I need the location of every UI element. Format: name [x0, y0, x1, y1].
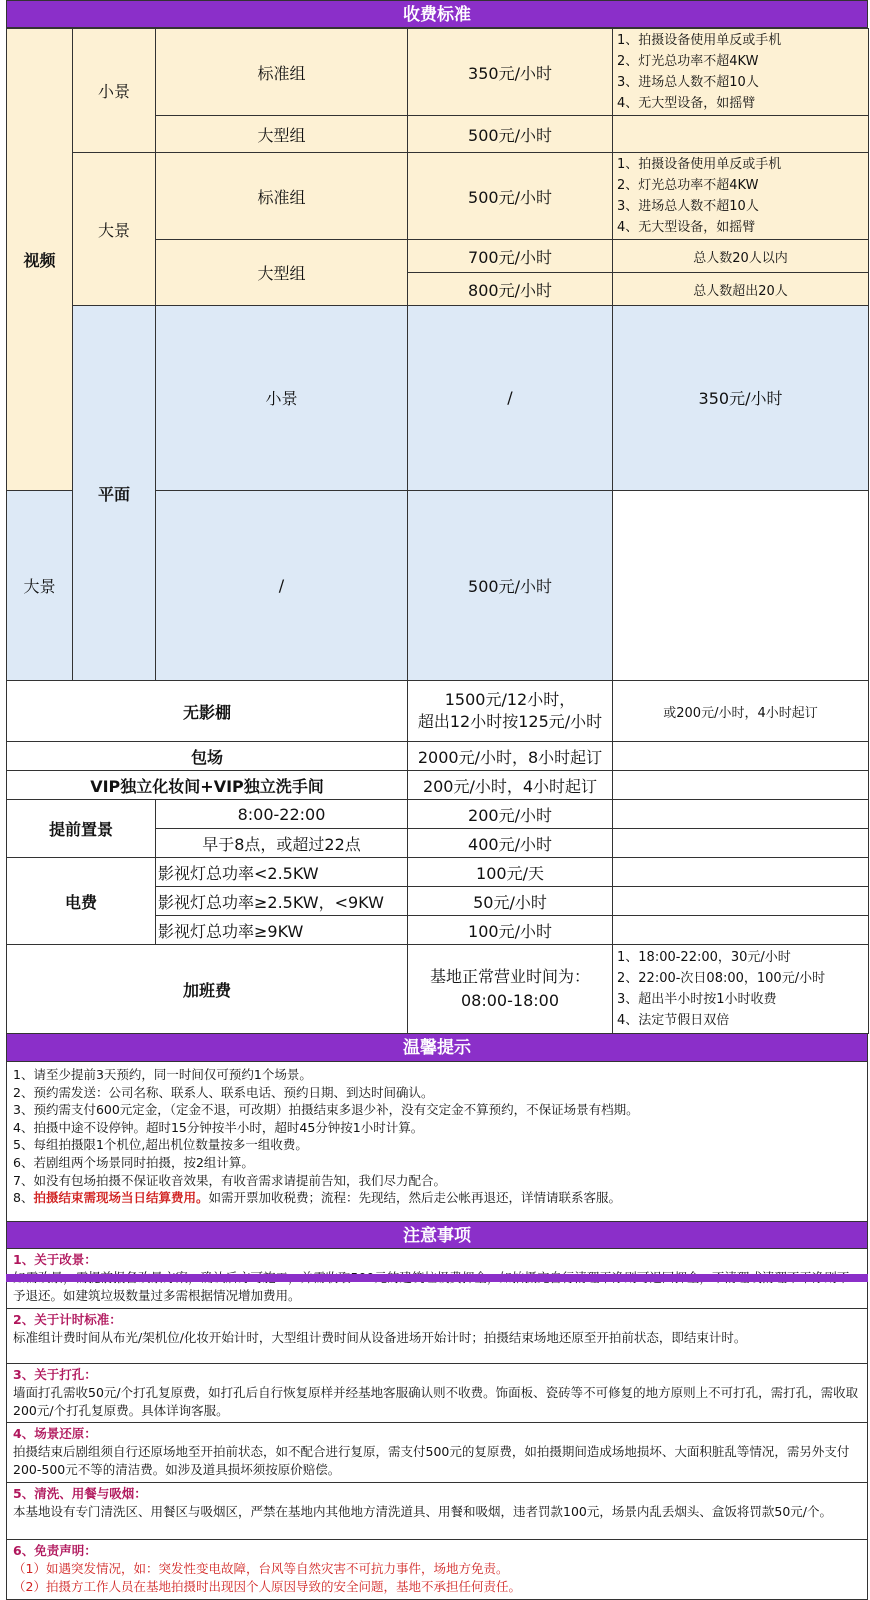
tip-item: 2、预约需发送：公司名称、联系人、联系电话、预约日期、到达时间确认。 [13, 1084, 434, 1100]
flat-big-label: 大景 [7, 490, 73, 680]
tip-item: 3、预约需支付600元定金，（定金不退，可改期）拍摄结束多退少补，没有交定金不算预约，不保证场景有档期。 [13, 1102, 639, 1118]
notice-section-3: 3、关于打孔： 墙面打孔需收50元/个打孔复原费，如打孔后自行恢复原样并经基地客服确认则不收费。饰面板、瓷砖等不可修复的地方原则上不可打孔，需打孔，需收取200元/个打孔复原费。具体详询客服。 [6, 1364, 868, 1423]
electricity-price-3: 100元/小时 [408, 916, 613, 945]
notice-disclaimer: 6、免责声明： （1）如遇突发情况，如：突发性变电故障，台风等自然灾害不可抗力事件，场地方免责。 （2）拍摄方工作人员在基地拍摄时出现因个人原因导致的安全问题，基地不承担任何责任。 [6, 1540, 868, 1600]
video-big-large-note1: 总人数20人以内 [613, 240, 869, 273]
video-small-standard-notes: 1、拍摄设备使用单反或手机 2、灯光总功率不超4KW 3、进场总人数不超10人 4、无大型设备，如摇臂 [613, 29, 869, 116]
header-title: 收费标准 [6, 0, 868, 28]
cyclorama-price: 1500元/12小时， 超出12小时按125元/小时 [408, 681, 613, 742]
flat-big-group: / [156, 490, 408, 680]
video-big-standard-notes: 1、拍摄设备使用单反或手机 2、灯光总功率不超4KW 3、进场总人数不超10人 4、无大型设备，如摇臂 [613, 153, 869, 240]
electricity-price-2: 50元/小时 [408, 887, 613, 916]
notice-title: 注意事项 [6, 1221, 868, 1249]
tips-list [6, 1062, 868, 1221]
video-small-large-price: 500元/小时 [408, 116, 613, 153]
video-small-standard-group: 标准组 [156, 29, 408, 116]
cyclorama-label: 无影棚 [7, 681, 408, 742]
video-small-label: 小景 [73, 29, 156, 153]
electricity-cond-1: 影视灯总功率<2.5KW [156, 858, 408, 887]
video-big-large-note2: 总人数超出20人 [613, 273, 869, 306]
electricity-cond-3: 影视灯总功率≥9KW [156, 916, 408, 945]
notice-section-4: 4、场景还原： 拍摄结束后剧组须自行还原场地至开拍前状态，如不配合进行复原，需支付500元的复原费，如拍摄期间造成场地损坏、大面积脏乱等情况，需另外支付200-500元不等的清洁费。如涉及道具损坏须按原价赔偿。 [6, 1423, 868, 1483]
overtime-hours: 基地正常营业时间为： 08:00-18:00 [408, 945, 613, 1034]
flat-big-price: 500元/小时 [408, 490, 613, 680]
video-label: 视频 [7, 29, 73, 491]
overtime-notes: 1、18:00-22:00，30元/小时 2、22:00-次日08:00，100元/小时 3、超出半小时按1小时收费 4、法定节假日双倍 [613, 945, 869, 1034]
video-big-large-price2: 800元/小时 [408, 273, 613, 306]
video-big-label: 大景 [73, 153, 156, 306]
flat-small-group: / [408, 306, 613, 491]
tip-item: 7、如没有包场拍摄不保证收音效果，有收音需求请提前告知，我们尽力配合。 [13, 1172, 446, 1188]
price-sheet [6, 0, 868, 1600]
overtime-label: 加班费 [7, 945, 408, 1034]
video-big-standard-price: 500元/小时 [408, 153, 613, 240]
tip-item: 6、若剧组两个场景同时拍摄，按2组计算。 [13, 1154, 254, 1170]
video-small-standard-price: 350元/小时 [408, 29, 613, 116]
vip-price: 200元/小时，4小时起订 [408, 771, 613, 800]
buyout-price: 2000元/小时，8小时起订 [408, 742, 613, 771]
notice-section-5: 5、清洗、用餐与吸烟： 本基地设有专门清洗区、用餐区与吸烟区，严禁在基地内其他地方清洗道具、用餐和吸烟，违者罚款100元，场景内乱丢烟头、盒饭将罚款50元/个。 [6, 1483, 868, 1540]
presetup-label: 提前置景 [7, 800, 156, 858]
video-big-standard-group: 标准组 [156, 153, 408, 240]
fee-table [6, 28, 869, 1034]
tip-item: 4、拍摄中途不设停钟。超时15分钟按半小时，超时45分钟按1小时计算。 [13, 1119, 424, 1135]
presetup-price-1: 200元/小时 [408, 800, 613, 829]
video-big-large-price1: 700元/小时 [408, 240, 613, 273]
flat-small-price: 350元/小时 [613, 306, 869, 491]
tip-item-8: 8、拍摄结束需现场当日结算费用。如需开票加收税费；流程：先现结，然后走公帐再退还，详情请联系客服。 [13, 1190, 621, 1206]
tips-title: 温馨提示 [6, 1034, 868, 1062]
electricity-cond-2: 影视灯总功率≥2.5KW，<9KW [156, 887, 408, 916]
presetup-time-1: 8:00-22:00 [156, 800, 408, 829]
notice-section-1: 1、关于改景： 予退还。如建筑垃圾数量过多需根据情况增加费用。 [6, 1249, 868, 1309]
video-small-large-group: 大型组 [156, 116, 408, 153]
bottom-strip [6, 1274, 868, 1282]
buyout-label: 包场 [7, 742, 408, 771]
electricity-label: 电费 [7, 858, 156, 945]
video-big-large-group: 大型组 [156, 240, 408, 306]
cyclorama-note: 或200元/小时，4小时起订 [613, 681, 869, 742]
presetup-time-2: 早于8点，或超过22点 [156, 829, 408, 858]
tip-item: 5、每组拍摄限1个机位,超出机位数量按多一组收费。 [13, 1137, 308, 1153]
presetup-price-2: 400元/小时 [408, 829, 613, 858]
flat-small-label: 小景 [156, 306, 408, 491]
tip-item: 1、请至少提前3天预约，同一时间仅可预约1个场景。 [13, 1067, 312, 1082]
vip-label: VIP独立化妆间+VIP独立洗手间 [7, 771, 408, 800]
flat-label: 平面 [73, 306, 156, 681]
electricity-price-1: 100元/天 [408, 858, 613, 887]
notice-section-2: 2、关于计时标准： 标准组计费时间从布光/架机位/化妆开始计时，大型组计费时间从设备进场开始计时；拍摄结束场地还原至开拍前状态，即结束计时。 [6, 1309, 868, 1364]
